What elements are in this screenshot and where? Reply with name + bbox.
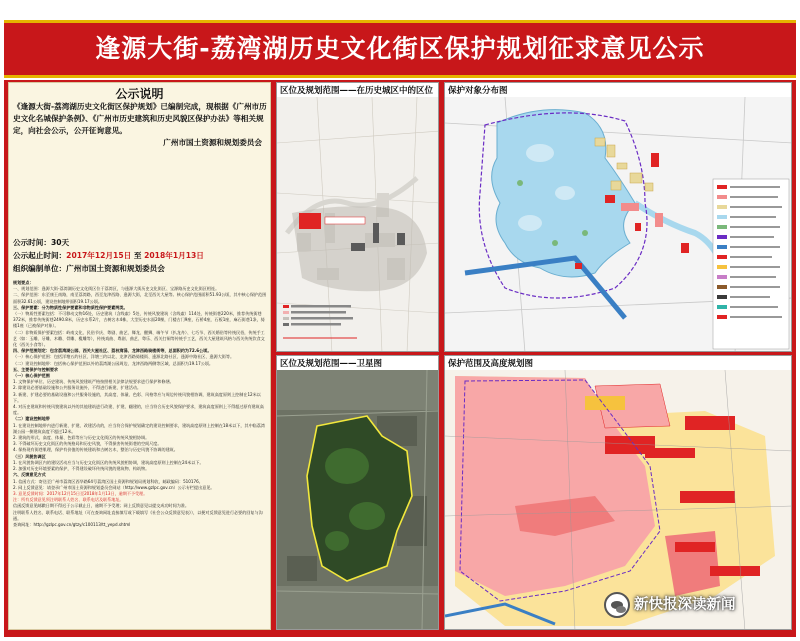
wechat-logo-icon <box>604 592 630 618</box>
height-map[interactable] <box>445 356 792 630</box>
summary-p30: 查询网址：http://gzlpc.gov.cn/gtzy/c100113/tt_yepd.shtml <box>13 521 131 527</box>
plan-summary <box>13 280 268 630</box>
summary-heading: 规划要点： <box>13 280 34 285</box>
notice-org: 广州市国土资源和规划委员会 <box>163 138 262 147</box>
watermark <box>604 592 736 622</box>
summary-p23: 六、反馈意见方式 <box>13 472 46 478</box>
title-banner <box>4 20 796 78</box>
height-map-panel <box>444 355 792 630</box>
summary-p6: 四、保护范围划定：包含荔湾湖公园、西关大屋社区、荔枝湾涌、龙津西路骑楼街等，总面积约为72.6公顷。 <box>13 348 212 354</box>
location-map[interactable] <box>277 83 439 352</box>
watermark-text: 新快报深读新闻 <box>634 597 736 613</box>
summary-p11: 1. 文物保护单位、历史建筑、传统风貌建筑严格按照相关法律法规要求进行保护和修缮。 <box>13 379 174 385</box>
summary-p22: 2. 加强对历史环境要素的保护，不得建设破坏传统风貌的建筑物、构筑物。 <box>13 466 150 472</box>
dates-label: 公示起止时间： <box>13 251 67 260</box>
notice-intro-text: 《逢源大街-荔湾湖历史文化街区保护规划》已编制完成，现根据《广州市历史文化名城保护条例》、《广州市历史建筑和历史风貌区保护办法》等相关规定，向社会公示，公开征询意见。 <box>13 102 267 135</box>
location-map-panel <box>276 82 439 352</box>
summary-p2: 二、保护范围：东至康王南路，南至荔湾路，西至龙津西路、逢源大街，北至西关大屋等。核心保护范围面积51.93公顷，其中核心保护范围面积32.61公顷，建设控制地带面积19.17公顷。 <box>13 292 267 304</box>
summary-p9: 五、主要保护与控制要求 <box>13 366 59 372</box>
location-map-title: 区位及规划范围——在历史城区中的区位 <box>280 86 434 96</box>
summary-p15: （二）建设控制地带 <box>13 416 50 422</box>
summary-p24: 1. 信函方式：寄送至广州市荔湾区西华路64号荔湾区国土资源和规划局规划科收，邮政编码：510176。 <box>13 478 203 484</box>
summary-p19: 4. 保持现有街巷肌理，保护有价值的传统建筑和古树名木，整治与历史风貌不协调的建筑。 <box>13 447 178 453</box>
summary-p4: （一）物质性要素包括：不可移动文物16处，历史建筑（含线索）5处，传统风貌建筑（含线索）114处，传统街巷220米，推荐传统街巷372米，推荐传统街巷2490.8米，历史水系2片，古树名木4株，大型历史水面20棵，门楼古门9座，石桥4座，石板1座，麻石街巷1条，骑楼1座（已被保护对象）。 <box>13 311 265 329</box>
satellite-map-panel <box>276 355 439 630</box>
protection-map-title: 保护对象分布图 <box>448 86 508 96</box>
notice-unit: 组织编制单位：广州市国土资源和规划委员会 <box>13 264 165 273</box>
notice-heading: 公示说明 <box>115 87 164 101</box>
summary-p12: 2. 除建设必要基础设施和公共服务设施外，不得进行新建、扩建活动。 <box>13 385 142 391</box>
summary-p21: 1. 在风貌协调区内的建设活动应当与历史文化街区的传统风貌相协调，建筑高度原则上控制在24米以下。 <box>13 459 204 465</box>
summary-p7: （一）核心保护范围：包括洋塘五约社区、洋塘三约以北、龙津西路骑楼街、逢源北路社区、逢源中路社区、逢源大街等。 <box>13 354 235 360</box>
summary-p16: 1. 在建设控制地带内进行新建、扩建、改建活动的，应当符合保护规划确定的建设控制要求，建筑高度原则上控制在18米以下，其中临荔湾湖公园一侧建筑高度不超过12米。 <box>13 422 265 434</box>
protection-map-panel <box>444 82 792 352</box>
summary-p14: 4. 对历史建筑和传统风貌建筑以外的其他建筑进行改建、扩建、翻建的，应当符合历史风貌保护要求，建筑高度原则上不得超过原有建筑高度。 <box>13 404 264 416</box>
summary-p27: 注：所有反馈意见须注明联系人姓名、联系电话及联系地址。 <box>13 497 124 503</box>
notice-period: 公示时间：30天 <box>13 238 70 247</box>
satellite-map[interactable] <box>277 356 439 630</box>
date-to: 至 <box>131 251 145 260</box>
summary-p25: 2. 网上反馈意见：请登录广州市国土资源和规划委员会网站（http://www.gzlpc.gov.cn）公示专栏提出意见。 <box>13 484 215 490</box>
summary-p26: 3. 意见反馈时间：2017年12月15日至2018年1月13日，逾期不予受理。 <box>13 490 148 496</box>
notice-intro <box>13 101 268 149</box>
summary-p8: （二）建设控制地带：包括核心保护范围以外的荔湾湖公园周边、龙津西路两侧等区域，总面积为19.17公顷。 <box>13 360 214 366</box>
date-start: 2017年12月15日 <box>66 251 132 260</box>
summary-p28: 信函反馈意见邮戳日期不得迟于公示截止日，逾期不予受理；网上反馈意见以提交成功时间为准。 <box>13 503 190 509</box>
height-map-title: 保护范围及高度规划图 <box>448 359 534 369</box>
summary-p10: （一）核心保护范围 <box>13 373 50 379</box>
page-title: 逢源大街-荔湾湖历史文化街区保护规划征求意见公示 <box>95 34 705 63</box>
summary-p17: 2. 建筑的形式、高度、体量、色彩等应与历史文化街区的传统风貌相协调。 <box>13 435 150 441</box>
summary-p3: 三、保护要素：分为物质性保护要素和非物质性保护要素两类。 <box>13 304 128 310</box>
notice-text-panel <box>8 82 271 630</box>
summary-p20: （三）风貌协调区 <box>13 453 46 459</box>
notice-dates <box>13 250 204 261</box>
summary-p13: 3. 新建、扩建必要的基础设施和公共服务设施的，其高度、体量、色彩、风格等应与周边传统风貌相协调，建筑高度原则上控制在12米以下。 <box>13 391 261 403</box>
summary-p1: 一、规划范围：逢源大街-荔湾湖历史文化街区位于荔湾区，与逢源大街历史文化街区、宝源路历史文化街区相连。 <box>13 286 220 292</box>
summary-p29: 注明联系人姓名、联系电话、联系地址（可在查询网址直接填写或下载填写《社会公众反馈意见表》），以便对反馈意见进行必要的回复与沟通。 <box>13 509 263 521</box>
summary-p18: 3. 不得破坏历史文化街区的传统格局和历史风貌，不得损害传统街巷的空间尺度。 <box>13 441 162 447</box>
summary-p5: （二）非物质保护要素包括：岭南文化、民俗节庆、粤剧、曲艺、舞龙、醒狮、端午节（扒龙舟）、七巧节、西关婚俗等传统民俗，传统手工艺（如：玉雕、牙雕、木雕、骨雕、榄雕等），传统戏曲、粤剧、曲艺、粤乐、西关打铜等传统手工艺，西关大屋建筑风格与西关传统饮食文化（西关小食等）。 <box>13 329 265 348</box>
protection-map[interactable] <box>445 83 792 352</box>
date-end: 2018年1月13日 <box>144 251 204 260</box>
satellite-map-title: 区位及规划范围——卫星图 <box>280 359 383 369</box>
